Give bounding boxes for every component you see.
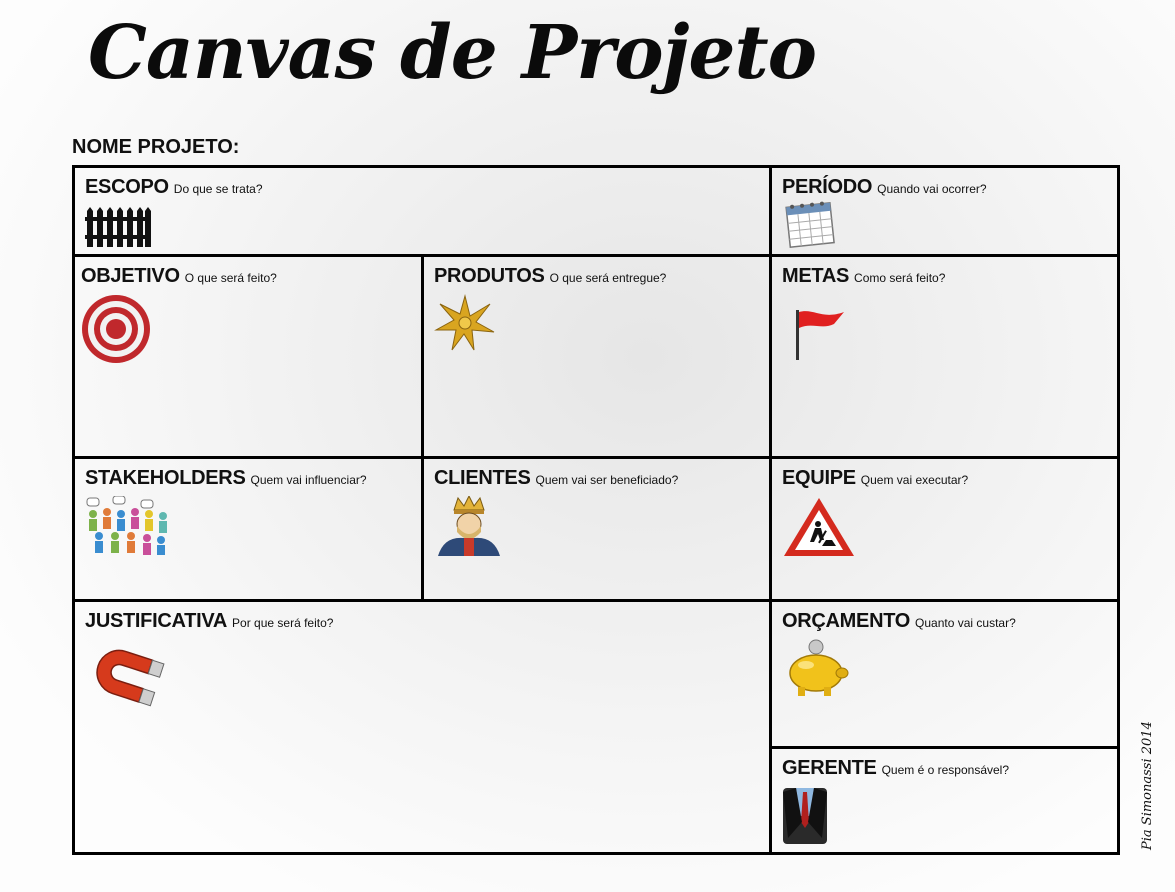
- section-question: Do que se trata?: [173, 182, 263, 196]
- section-label: GERENTE: [782, 757, 877, 779]
- section-label: CLIENTES: [434, 467, 531, 489]
- section-clientes[interactable]: [424, 459, 769, 599]
- section-question: O que será entregue?: [549, 271, 667, 285]
- section-question: Como será feito?: [854, 271, 946, 285]
- people-group-icon: [85, 496, 169, 556]
- section-label: PRODUTOS: [434, 265, 545, 287]
- section-orcamento[interactable]: [772, 602, 1117, 746]
- section-label: ESCOPO: [85, 176, 169, 198]
- section-question: Quando vai ocorrer?: [877, 182, 987, 196]
- section-equipe[interactable]: [772, 459, 1117, 599]
- section-escopo[interactable]: [75, 168, 769, 254]
- section-label: PERÍODO: [782, 176, 873, 198]
- section-justificativa[interactable]: [75, 602, 769, 852]
- target-icon: [81, 294, 151, 364]
- king-card-icon: [434, 496, 504, 556]
- author-signature: Pia Simonassi 2014: [1140, 721, 1155, 850]
- section-label: EQUIPE: [782, 467, 856, 489]
- section-periodo[interactable]: [772, 168, 1117, 254]
- section-label: STAKEHOLDERS: [85, 467, 246, 489]
- magnet-icon: [85, 639, 169, 709]
- flag-icon: [782, 294, 852, 364]
- section-metas[interactable]: [772, 257, 1117, 456]
- section-question: Quem vai influenciar?: [250, 473, 367, 487]
- section-stakeholders[interactable]: [75, 459, 421, 599]
- calendar-icon: [782, 199, 838, 249]
- section-question: Quanto vai custar?: [915, 616, 1016, 630]
- section-gerente[interactable]: [772, 749, 1117, 852]
- section-question: O que será feito?: [184, 271, 277, 285]
- section-label: OBJETIVO: [81, 265, 180, 287]
- suit-tie-icon: [782, 786, 828, 844]
- section-question: Por que será feito?: [232, 616, 334, 630]
- section-question: Quem vai ser beneficiado?: [535, 473, 679, 487]
- piggy-bank-icon: [782, 639, 852, 699]
- project-name-label: NOME PROJETO:: [72, 136, 240, 158]
- section-label: JUSTIFICATIVA: [85, 610, 228, 632]
- section-label: METAS: [782, 265, 850, 287]
- gift-bow-icon: [434, 294, 496, 352]
- section-label: ORÇAMENTO: [782, 610, 911, 632]
- canvas-grid: [72, 165, 1120, 855]
- road-work-sign-icon: [782, 496, 856, 560]
- section-question: Quem é o responsável?: [881, 763, 1009, 777]
- page-title: Canvas de Projeto: [88, 10, 816, 96]
- section-objetivo[interactable]: [75, 257, 421, 456]
- section-question: Quem vai executar?: [860, 473, 969, 487]
- section-produtos[interactable]: [424, 257, 769, 456]
- fence-icon: [85, 205, 151, 247]
